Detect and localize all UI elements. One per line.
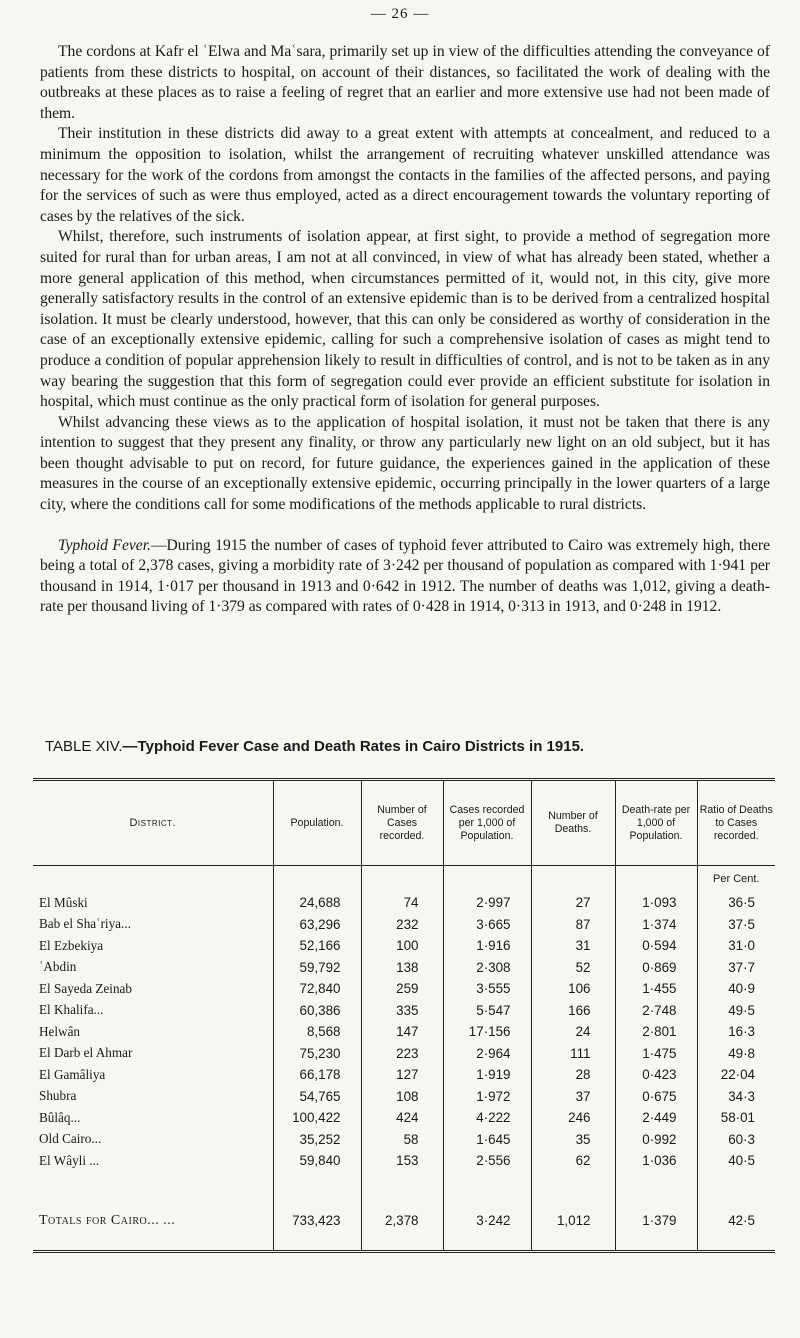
cell-death-rate: 0·992 xyxy=(615,1129,697,1151)
cell-deaths: 24 xyxy=(531,1021,615,1043)
cell-population: 54,765 xyxy=(273,1086,361,1108)
cell-cases: 424 xyxy=(361,1107,443,1129)
cell-deaths: 87 xyxy=(531,914,615,936)
header-row xyxy=(33,780,775,866)
cell-death-rate: 1·374 xyxy=(615,914,697,936)
totals-cases: 2,378 xyxy=(361,1192,443,1252)
district-name: El Mûski xyxy=(33,892,273,914)
table-row xyxy=(33,957,775,979)
unit-row xyxy=(33,866,775,893)
cell-deaths: 246 xyxy=(531,1107,615,1129)
cell-ratio: 40·9 xyxy=(728,981,755,997)
table-row xyxy=(33,1150,775,1172)
cell-deaths: 28 xyxy=(531,1064,615,1086)
cell-cases: 153 xyxy=(361,1150,443,1172)
district-name: El Khalifa... xyxy=(33,1000,273,1022)
table-row xyxy=(33,1021,775,1043)
cell-ratio: 49·8 xyxy=(728,1045,755,1061)
cell-death-rate: 0·869 xyxy=(615,957,697,979)
district-name: El Sayeda Zeinab xyxy=(33,978,273,1000)
header-deaths: Number of Deaths. xyxy=(531,780,615,866)
cell-cases: 100 xyxy=(361,935,443,957)
cell-death-rate: 1·475 xyxy=(615,1043,697,1065)
cell-population: 72,840 xyxy=(273,978,361,1000)
cell-cases-rate: 1·645 xyxy=(443,1129,531,1151)
header-cases-rate: Cases recorded per 1,000 of Population. xyxy=(443,780,531,866)
cell-ratio: 36·5 xyxy=(728,895,755,911)
cell-population: 35,252 xyxy=(273,1129,361,1151)
cell-death-rate: 1·036 xyxy=(615,1150,697,1172)
cell-death-rate: 2·801 xyxy=(615,1021,697,1043)
cell-cases-rate: 5·547 xyxy=(443,1000,531,1022)
district-name: Old Cairo... xyxy=(33,1129,273,1151)
table-row xyxy=(33,1107,775,1129)
header-population: Population. xyxy=(273,780,361,866)
cell-cases: 259 xyxy=(361,978,443,1000)
table-title xyxy=(45,738,775,755)
table-row xyxy=(33,1043,775,1065)
cell-deaths: 166 xyxy=(531,1000,615,1022)
totals-ratio: 42·5 xyxy=(728,1213,755,1228)
cell-ratio: 22·04 xyxy=(720,1067,755,1083)
header-district: District. xyxy=(33,780,273,866)
unit-note: Per Cent. xyxy=(713,873,760,885)
cell-deaths: 62 xyxy=(531,1150,615,1172)
cell-death-rate: 1·093 xyxy=(615,892,697,914)
table-label: TABLE XIV. xyxy=(45,738,123,755)
cell-cases-rate: 1·972 xyxy=(443,1086,531,1108)
cell-population: 63,296 xyxy=(273,914,361,936)
district-name: ʿAbdin xyxy=(33,957,273,979)
cell-ratio: 31·0 xyxy=(728,938,755,954)
cell-population: 75,230 xyxy=(273,1043,361,1065)
cell-death-rate: 0·675 xyxy=(615,1086,697,1108)
totals-cases-rate: 3·242 xyxy=(443,1192,531,1252)
table-row xyxy=(33,978,775,1000)
table-body xyxy=(33,866,775,1192)
cell-population: 60,386 xyxy=(273,1000,361,1022)
table-row xyxy=(33,1086,775,1108)
cell-cases-rate: 2·556 xyxy=(443,1150,531,1172)
district-name: Helwân xyxy=(33,1021,273,1043)
paragraph-segregation: Whilst, therefore, such instruments of isolation appear, at first sight, to provide a method of segregation more suited for rural than for urban areas, I am not at all convinced, in view of what has already been stated, whether a more general application of this method, when circumstances permitted of it, would not, in this city, give more generally satisfactory results in the control of an extensive epidemic than is to be derived from a centralized hospital isolation. It must be clearly understood, however, that this can only be considered as worthy of consideration in the case of an exceptionally extensive epidemic, calling for such a comprehensive isolation of cases as might tend to produce a condition of popular apprehension likely to result in difficulties of control, and is not to be taken as in any way bearing the suggestion that this form of segregation could ever provide an efficient substitute for isolation in hospital, which must continue as the only practical form of isolation for general purposes. xyxy=(40,228,770,411)
cell-population: 100,422 xyxy=(273,1107,361,1129)
cell-ratio: 34·3 xyxy=(728,1088,755,1104)
typhoid-rates-table xyxy=(33,778,775,1253)
cell-cases-rate: 2·964 xyxy=(443,1043,531,1065)
page-number: — 26 — xyxy=(370,6,430,22)
totals-death-rate: 1·379 xyxy=(615,1192,697,1252)
cell-population: 24,688 xyxy=(273,892,361,914)
cell-death-rate: 0·594 xyxy=(615,935,697,957)
cell-death-rate: 2·449 xyxy=(615,1107,697,1129)
cell-deaths: 35 xyxy=(531,1129,615,1151)
cell-population: 66,178 xyxy=(273,1064,361,1086)
cell-deaths: 37 xyxy=(531,1086,615,1108)
cell-cases: 147 xyxy=(361,1021,443,1043)
cell-ratio: 37·5 xyxy=(728,916,755,932)
district-name: El Ezbekiya xyxy=(33,935,273,957)
cell-death-rate: 1·455 xyxy=(615,978,697,1000)
cell-cases-rate: 1·916 xyxy=(443,935,531,957)
cell-deaths: 106 xyxy=(531,978,615,1000)
cell-cases: 223 xyxy=(361,1043,443,1065)
district-name: Shubra xyxy=(33,1086,273,1108)
district-name: El Gamâliya xyxy=(33,1064,273,1086)
cell-ratio: 37·7 xyxy=(728,959,755,975)
cell-cases-rate: 3·665 xyxy=(443,914,531,936)
cell-deaths: 111 xyxy=(531,1043,615,1065)
table-row xyxy=(33,914,775,936)
cell-population: 52,166 xyxy=(273,935,361,957)
table-row xyxy=(33,1000,775,1022)
paragraph-cordons: The cordons at Kafr el ʿElwa and Maʿsara, primarily set up in view of the difficulties attending the conveyance of patients from these districts to hospital, on account of their distances, so facilitated the work of dealing with the outbreaks at these places as to raise a feeling of regret that an earlier and more extensive use had not been made of them. xyxy=(40,43,770,122)
cell-cases: 232 xyxy=(361,914,443,936)
cell-cases-rate: 2·997 xyxy=(443,892,531,914)
district-name: El Wâyli ... xyxy=(33,1150,273,1172)
cell-cases: 74 xyxy=(361,892,443,914)
cell-cases-rate: 17·156 xyxy=(443,1021,531,1043)
cell-deaths: 27 xyxy=(531,892,615,914)
cell-cases-rate: 1·919 xyxy=(443,1064,531,1086)
table-row xyxy=(33,935,775,957)
cell-cases: 108 xyxy=(361,1086,443,1108)
table-row xyxy=(33,1129,775,1151)
cell-cases: 127 xyxy=(361,1064,443,1086)
totals-label: Totals for Cairo... ... xyxy=(33,1192,273,1252)
cell-cases-rate: 2·308 xyxy=(443,957,531,979)
header-cases: Number of Cases recorded. xyxy=(361,780,443,866)
totals-row xyxy=(33,1192,775,1252)
cell-ratio: 49·5 xyxy=(728,1002,755,1018)
paragraph-views: Whilst advancing these views as to the application of hospital isolation, it must not be taken that there is any intention to suggest that they present any finality, or throw any particularly new light on an old subject, but it has been thought advisable to put on record, for future guidance, the experiences gained in the application of these measures in the course of an exceptionally extensive epidemic, occurring principally in the lower quarters of a large city, where the conditions call for some modifications of the methods applicable to rural districts. xyxy=(40,413,770,514)
cell-population: 59,792 xyxy=(273,957,361,979)
cell-ratio: 40·5 xyxy=(728,1153,755,1169)
cell-deaths: 52 xyxy=(531,957,615,979)
cell-population: 59,840 xyxy=(273,1150,361,1172)
cell-cases-rate: 3·555 xyxy=(443,978,531,1000)
cell-cases: 335 xyxy=(361,1000,443,1022)
body-text xyxy=(40,42,770,618)
typhoid-text: —During 1915 the number of cases of typhoid fever attributed to Cairo was extremely high, there being a total of 2,378 cases, giving a morbidity rate of 3·242 per thousand of population as compared with 1·941 per thousand in 1914, 1·017 per thousand in 1913 and 0·642 in 1912. The number of deaths was 1,012, giving a death-rate per thousand living of 1·379 as compared with rates of 0·428 in 1914, 0·313 in 1913, and 0·248 in 1912. xyxy=(40,536,770,616)
cell-ratio: 58·01 xyxy=(720,1110,755,1126)
totals-deaths: 1,012 xyxy=(531,1192,615,1252)
district-name: Bûlâq... xyxy=(33,1107,273,1129)
cell-death-rate: 0·423 xyxy=(615,1064,697,1086)
cell-cases-rate: 4·222 xyxy=(443,1107,531,1129)
header-ratio: Ratio of Deaths to Cases recorded. xyxy=(697,780,775,866)
district-name: El Darb el Ahmar xyxy=(33,1043,273,1065)
paragraph-typhoid xyxy=(40,536,770,618)
paragraph-institution: Their institution in these districts did away to a great extent with attempts at concealment, and reduced to a minimum the opposition to isolation, whilst the arrangement of recruiting whatever unskilled attendance was necessary for the work of the cordons from amongst the contacts in the families of the affected persons, and paying for the services of such as were thus employed, acted as a direct encouragement towards the voluntary reporting of cases by the relatives of the sick. xyxy=(40,125,770,225)
table-row xyxy=(33,892,775,914)
cell-cases: 58 xyxy=(361,1129,443,1151)
cell-ratio: 16·3 xyxy=(728,1024,755,1040)
cell-population: 8,568 xyxy=(273,1021,361,1043)
cell-cases: 138 xyxy=(361,957,443,979)
cell-ratio: 60·3 xyxy=(728,1131,755,1147)
typhoid-heading: Typhoid Fever. xyxy=(58,536,151,554)
totals-population: 733,423 xyxy=(273,1192,361,1252)
header-death-rate: Death-rate per 1,000 of Population. xyxy=(615,780,697,866)
spacer-row xyxy=(33,1172,775,1192)
table-row xyxy=(33,1064,775,1086)
district-name: Bab el Shaʿriya... xyxy=(33,914,273,936)
cell-deaths: 31 xyxy=(531,935,615,957)
cell-death-rate: 2·748 xyxy=(615,1000,697,1022)
table-caption: —Typhoid Fever Case and Death Rates in Cairo Districts in 1915. xyxy=(122,738,585,755)
